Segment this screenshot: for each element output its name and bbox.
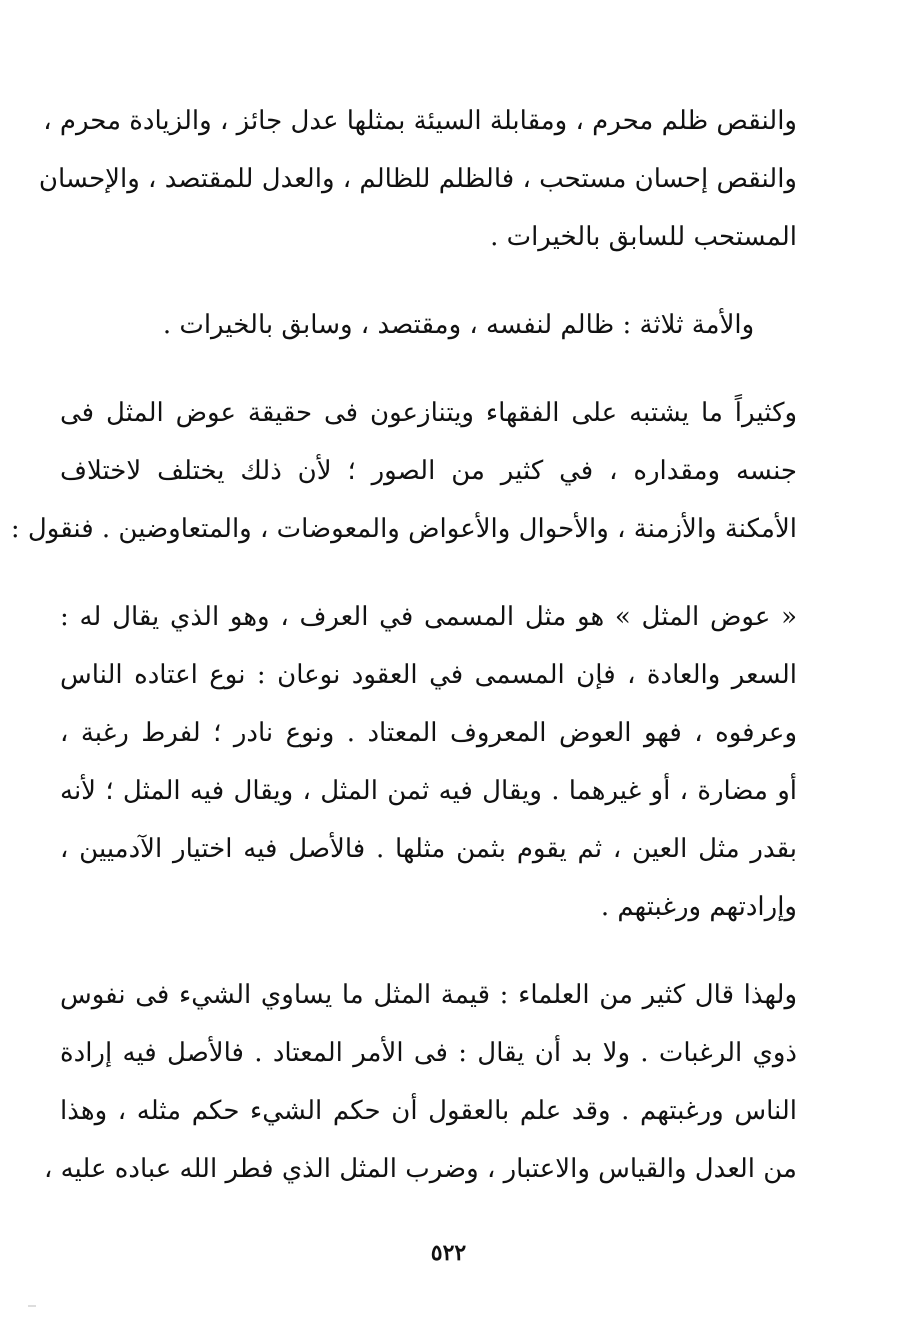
text-line: وعرفوه ، فهو العوض المعروف المعتاد . ونوع نادر ؛ لفرط رغبة ، [60, 718, 797, 748]
text-line: ذوي الرغبات . ولا بد أن يقال : فى الأمر المعتاد . فالأصل فيه إرادة [60, 1038, 797, 1068]
text-line: والأمة ثلاثة : ظالم لنفسه ، ومقتصد ، وسابق بالخيرات . [162, 310, 755, 340]
paragraph-5 [43, 966, 797, 1198]
paragraph-4 [60, 588, 797, 936]
text-line: من العدل والقياس والاعتبار ، وضرب المثل الذي فطر الله عباده عليه ، [43, 1154, 797, 1184]
text-line: وكثيراً ما يشتبه على الفقهاء ويتنازعون فى حقيقة عوض المثل فى [60, 398, 797, 428]
text-line: المستحب للسابق بالخيرات . [490, 222, 797, 252]
text-line: جنسه ومقداره ، في كثير من الصور ؛ لأن ذلك يختلف لاختلاف [60, 456, 797, 486]
paragraph-1 [38, 92, 797, 266]
text-line: « عوض المثل » هو مثل المسمى في العرف ، وهو الذي يقال له : [60, 602, 797, 632]
text-line: السعر والعادة ، فإن المسمى في العقود نوعان : نوع اعتاده الناس [60, 660, 797, 690]
text-line: ولهذا قال كثير من العلماء : قيمة المثل ما يساوي الشيء فى نفوس [60, 980, 797, 1010]
text-line: والنقص ظلم محرم ، ومقابلة السيئة بمثلها عدل جائز ، والزيادة محرم ، [43, 106, 797, 136]
body-text [10, 92, 797, 1198]
text-line: الأمكنة والأزمنة ، والأحوال والأعواض والمعوضات ، والمتعاوضين . فنقول : [10, 514, 797, 544]
text-line: الناس ورغبتهم . وقد علم بالعقول أن حكم الشيء حكم مثله ، وهذا [60, 1096, 797, 1126]
scan-edge-mark [28, 1305, 36, 1307]
page-number: ٥٢٢ [430, 1240, 467, 1266]
paragraph-3 [10, 384, 797, 558]
paragraph-2 [60, 296, 797, 354]
text-line: وإرادتهم ورغبتهم . [600, 892, 797, 922]
text-line: والنقص إحسان مستحب ، فالظلم للظالم ، والعدل للمقتصد ، والإحسان [38, 164, 797, 194]
text-line: أو مضارة ، أو غيرهما . ويقال فيه ثمن المثل ، ويقال فيه المثل ؛ لأنه [60, 776, 797, 806]
text-line: بقدر مثل العين ، ثم يقوم بثمن مثلها . فالأصل فيه اختيار الآدميين ، [60, 834, 797, 864]
